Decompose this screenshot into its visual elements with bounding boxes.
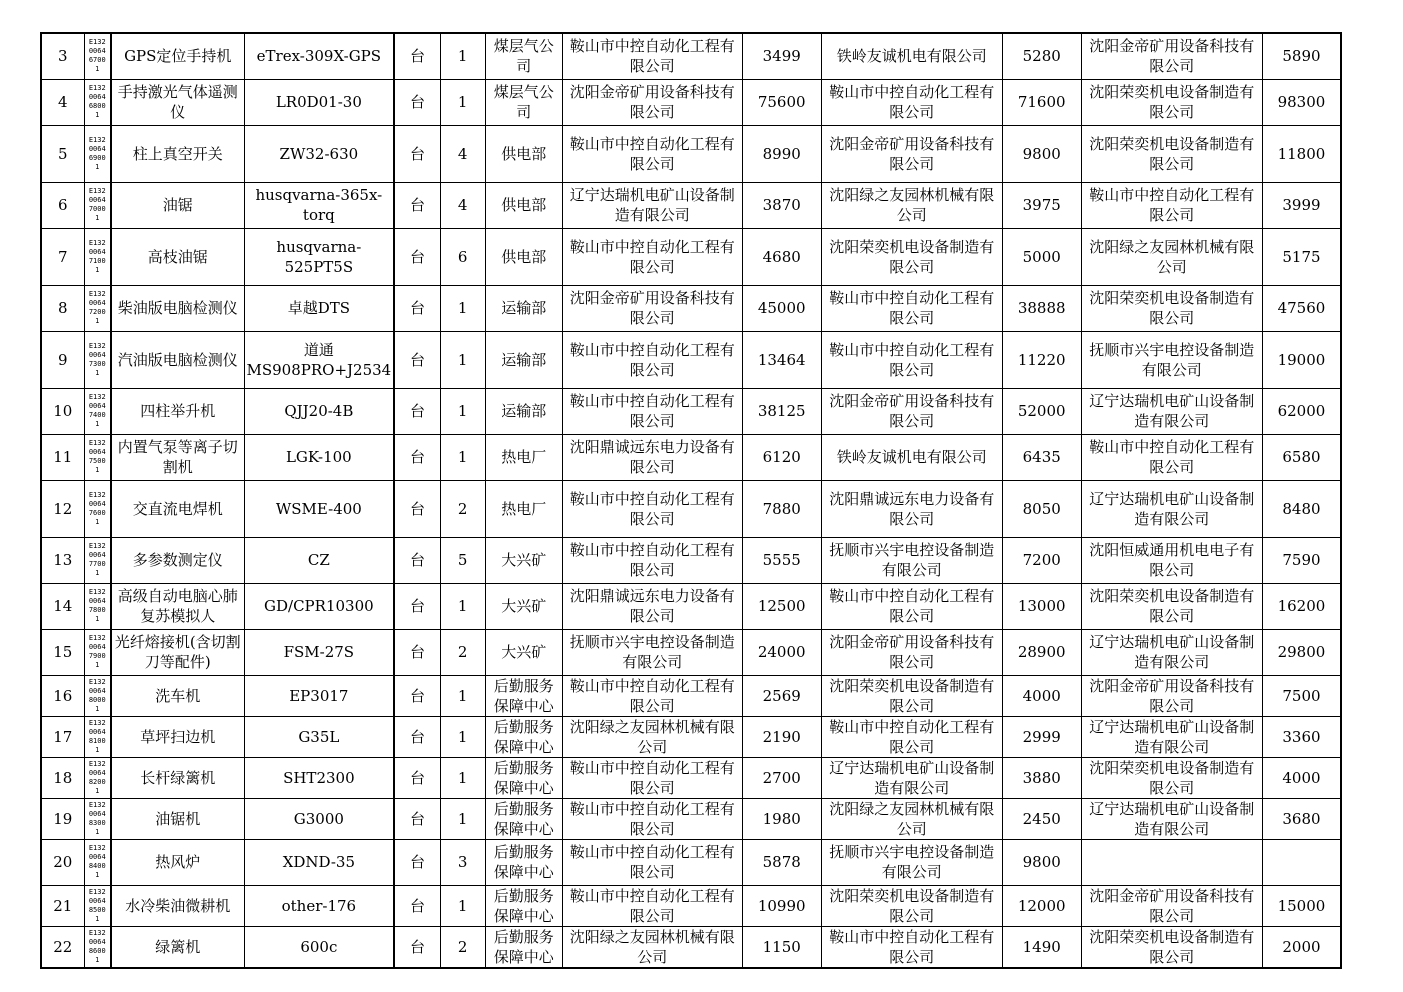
- item-name-cell: 柴油版电脑检测仪: [111, 285, 244, 331]
- material-code-cell: E132 0064 8100 1: [84, 716, 111, 757]
- unit-cell: 台: [394, 285, 440, 331]
- item-name-cell: 水冷柴油微耕机: [111, 885, 244, 926]
- model-spec-cell: G35L: [244, 716, 394, 757]
- price-3-cell: 5890: [1262, 33, 1341, 79]
- material-code-cell: E132 0064 7400 1: [84, 388, 111, 434]
- price-2-cell: 6435: [1002, 434, 1081, 480]
- quantity-cell: 3: [440, 839, 485, 885]
- price-3-cell: 4000: [1262, 757, 1341, 798]
- material-code-cell: E132 0064 6800 1: [84, 79, 111, 125]
- row-number-cell: 10: [41, 388, 84, 434]
- row-number-cell: 21: [41, 885, 84, 926]
- price-2-cell: 28900: [1002, 629, 1081, 675]
- table-row: [41, 839, 1341, 885]
- price-3-cell: 19000: [1262, 331, 1341, 388]
- unit-cell: 台: [394, 798, 440, 839]
- row-number-cell: 6: [41, 182, 84, 228]
- model-spec-cell: XDND-35: [244, 839, 394, 885]
- model-spec-cell: GD/CPR10300: [244, 583, 394, 629]
- model-spec-cell: CZ: [244, 537, 394, 583]
- supplier-3-cell: 沈阳荣奕机电设备制造有限公司: [1081, 125, 1262, 182]
- price-1-cell: 2569: [742, 675, 821, 716]
- item-name-cell: 汽油版电脑检测仪: [111, 331, 244, 388]
- department-cell: 后勤服务保障中心: [485, 798, 562, 839]
- material-code-cell: E132 0064 7200 1: [84, 285, 111, 331]
- unit-cell: 台: [394, 79, 440, 125]
- supplier-3-cell: 沈阳金帝矿用设备科技有限公司: [1081, 885, 1262, 926]
- price-2-cell: 7200: [1002, 537, 1081, 583]
- unit-cell: 台: [394, 388, 440, 434]
- supplier-3-cell: 沈阳绿之友园林机械有限公司: [1081, 228, 1262, 285]
- supplier-1-cell: 鞍山市中控自动化工程有限公司: [562, 388, 742, 434]
- department-cell: 运输部: [485, 331, 562, 388]
- price-2-cell: 3880: [1002, 757, 1081, 798]
- supplier-2-cell: 沈阳金帝矿用设备科技有限公司: [821, 629, 1002, 675]
- supplier-2-cell: 鞍山市中控自动化工程有限公司: [821, 79, 1002, 125]
- table-row: [41, 434, 1341, 480]
- table-row: [41, 926, 1341, 968]
- supplier-1-cell: 鞍山市中控自动化工程有限公司: [562, 839, 742, 885]
- supplier-3-cell: 沈阳荣奕机电设备制造有限公司: [1081, 79, 1262, 125]
- supplier-2-cell: 沈阳荣奕机电设备制造有限公司: [821, 228, 1002, 285]
- row-number-cell: 8: [41, 285, 84, 331]
- supplier-1-cell: 沈阳金帝矿用设备科技有限公司: [562, 79, 742, 125]
- row-number-cell: 5: [41, 125, 84, 182]
- quantity-cell: 4: [440, 125, 485, 182]
- price-3-cell: 7500: [1262, 675, 1341, 716]
- supplier-1-cell: 辽宁达瑞机电矿山设备制造有限公司: [562, 182, 742, 228]
- supplier-2-cell: 鞍山市中控自动化工程有限公司: [821, 285, 1002, 331]
- row-number-cell: 19: [41, 798, 84, 839]
- price-3-cell: 47560: [1262, 285, 1341, 331]
- material-code-cell: E132 0064 7500 1: [84, 434, 111, 480]
- supplier-2-cell: 沈阳绿之友园林机械有限公司: [821, 798, 1002, 839]
- row-number-cell: 20: [41, 839, 84, 885]
- model-spec-cell: 道通MS908PRO+J2534: [244, 331, 394, 388]
- quantity-cell: 1: [440, 798, 485, 839]
- table-row: [41, 583, 1341, 629]
- item-name-cell: 洗车机: [111, 675, 244, 716]
- supplier-3-cell: 鞍山市中控自动化工程有限公司: [1081, 434, 1262, 480]
- supplier-2-cell: 沈阳绿之友园林机械有限公司: [821, 182, 1002, 228]
- item-name-cell: 内置气泵等离子切割机: [111, 434, 244, 480]
- quantity-cell: 6: [440, 228, 485, 285]
- table-row: [41, 182, 1341, 228]
- department-cell: 供电部: [485, 125, 562, 182]
- price-2-cell: 2999: [1002, 716, 1081, 757]
- unit-cell: 台: [394, 331, 440, 388]
- department-cell: 大兴矿: [485, 629, 562, 675]
- department-cell: 运输部: [485, 388, 562, 434]
- model-spec-cell: EP3017: [244, 675, 394, 716]
- table-row: [41, 33, 1341, 79]
- item-name-cell: 草坪扫边机: [111, 716, 244, 757]
- supplier-3-cell: 沈阳金帝矿用设备科技有限公司: [1081, 33, 1262, 79]
- unit-cell: 台: [394, 434, 440, 480]
- material-code-cell: E132 0064 8200 1: [84, 757, 111, 798]
- supplier-1-cell: 鞍山市中控自动化工程有限公司: [562, 480, 742, 537]
- table-row: [41, 480, 1341, 537]
- supplier-3-cell: 沈阳荣奕机电设备制造有限公司: [1081, 926, 1262, 968]
- supplier-3-cell: 鞍山市中控自动化工程有限公司: [1081, 182, 1262, 228]
- model-spec-cell: husqvarna-525PT5S: [244, 228, 394, 285]
- department-cell: 大兴矿: [485, 537, 562, 583]
- supplier-1-cell: 抚顺市兴宇电控设备制造有限公司: [562, 629, 742, 675]
- model-spec-cell: 卓越DTS: [244, 285, 394, 331]
- quotation-table: [40, 32, 1342, 969]
- table-body: [41, 33, 1341, 968]
- department-cell: 后勤服务保障中心: [485, 757, 562, 798]
- item-name-cell: 四柱举升机: [111, 388, 244, 434]
- price-1-cell: 10990: [742, 885, 821, 926]
- price-3-cell: 3360: [1262, 716, 1341, 757]
- price-1-cell: 3499: [742, 33, 821, 79]
- price-1-cell: 5555: [742, 537, 821, 583]
- supplier-3-cell: 辽宁达瑞机电矿山设备制造有限公司: [1081, 629, 1262, 675]
- model-spec-cell: SHT2300: [244, 757, 394, 798]
- model-spec-cell: husqvarna-365x-torq: [244, 182, 394, 228]
- table-row: [41, 629, 1341, 675]
- supplier-3-cell: 沈阳荣奕机电设备制造有限公司: [1081, 583, 1262, 629]
- supplier-1-cell: 鞍山市中控自动化工程有限公司: [562, 537, 742, 583]
- item-name-cell: 柱上真空开关: [111, 125, 244, 182]
- model-spec-cell: ZW32-630: [244, 125, 394, 182]
- material-code-cell: E132 0064 8000 1: [84, 675, 111, 716]
- price-2-cell: 38888: [1002, 285, 1081, 331]
- price-3-cell: 5175: [1262, 228, 1341, 285]
- price-2-cell: 5280: [1002, 33, 1081, 79]
- department-cell: 供电部: [485, 228, 562, 285]
- price-3-cell: 3999: [1262, 182, 1341, 228]
- supplier-3-cell: 辽宁达瑞机电矿山设备制造有限公司: [1081, 798, 1262, 839]
- supplier-2-cell: 抚顺市兴宇电控设备制造有限公司: [821, 839, 1002, 885]
- department-cell: 热电厂: [485, 434, 562, 480]
- unit-cell: 台: [394, 537, 440, 583]
- department-cell: 大兴矿: [485, 583, 562, 629]
- table-row: [41, 798, 1341, 839]
- supplier-3-cell: 辽宁达瑞机电矿山设备制造有限公司: [1081, 716, 1262, 757]
- model-spec-cell: eTrex-309X-GPS: [244, 33, 394, 79]
- quantity-cell: 1: [440, 285, 485, 331]
- price-2-cell: 2450: [1002, 798, 1081, 839]
- row-number-cell: 11: [41, 434, 84, 480]
- item-name-cell: GPS定位手持机: [111, 33, 244, 79]
- row-number-cell: 15: [41, 629, 84, 675]
- item-name-cell: 光纤熔接机(含切割刀等配件): [111, 629, 244, 675]
- price-3-cell: 8480: [1262, 480, 1341, 537]
- price-2-cell: 13000: [1002, 583, 1081, 629]
- price-1-cell: 13464: [742, 331, 821, 388]
- table-row: [41, 537, 1341, 583]
- supplier-1-cell: 沈阳鼎诚远东电力设备有限公司: [562, 434, 742, 480]
- supplier-1-cell: 鞍山市中控自动化工程有限公司: [562, 675, 742, 716]
- price-3-cell: 11800: [1262, 125, 1341, 182]
- quantity-cell: 1: [440, 675, 485, 716]
- price-3-cell: 16200: [1262, 583, 1341, 629]
- table-row: [41, 331, 1341, 388]
- department-cell: 煤层气公司: [485, 33, 562, 79]
- model-spec-cell: LR0D01-30: [244, 79, 394, 125]
- material-code-cell: E132 0064 8600 1: [84, 926, 111, 968]
- quantity-cell: 1: [440, 434, 485, 480]
- supplier-2-cell: 鞍山市中控自动化工程有限公司: [821, 926, 1002, 968]
- price-3-cell: 2000: [1262, 926, 1341, 968]
- table-row: [41, 228, 1341, 285]
- item-name-cell: 高级自动电脑心肺复苏模拟人: [111, 583, 244, 629]
- department-cell: 后勤服务保障中心: [485, 926, 562, 968]
- item-name-cell: 手持激光气体遥测仪: [111, 79, 244, 125]
- price-3-cell: 29800: [1262, 629, 1341, 675]
- item-name-cell: 长杆绿篱机: [111, 757, 244, 798]
- row-number-cell: 3: [41, 33, 84, 79]
- item-name-cell: 交直流电焊机: [111, 480, 244, 537]
- supplier-2-cell: 铁岭友诚机电有限公司: [821, 33, 1002, 79]
- department-cell: 运输部: [485, 285, 562, 331]
- supplier-3-cell: 辽宁达瑞机电矿山设备制造有限公司: [1081, 480, 1262, 537]
- quantity-cell: 1: [440, 885, 485, 926]
- row-number-cell: 22: [41, 926, 84, 968]
- table-row: [41, 79, 1341, 125]
- price-2-cell: 11220: [1002, 331, 1081, 388]
- supplier-3-cell: 沈阳荣奕机电设备制造有限公司: [1081, 757, 1262, 798]
- price-2-cell: 12000: [1002, 885, 1081, 926]
- price-1-cell: 3870: [742, 182, 821, 228]
- supplier-2-cell: 铁岭友诚机电有限公司: [821, 434, 1002, 480]
- price-1-cell: 1980: [742, 798, 821, 839]
- table-row: [41, 716, 1341, 757]
- supplier-3-cell: 辽宁达瑞机电矿山设备制造有限公司: [1081, 388, 1262, 434]
- row-number-cell: 17: [41, 716, 84, 757]
- price-3-cell: [1262, 839, 1341, 885]
- row-number-cell: 9: [41, 331, 84, 388]
- supplier-1-cell: 沈阳绿之友园林机械有限公司: [562, 716, 742, 757]
- quantity-cell: 1: [440, 583, 485, 629]
- item-name-cell: 热风炉: [111, 839, 244, 885]
- price-1-cell: 45000: [742, 285, 821, 331]
- table-row: [41, 675, 1341, 716]
- department-cell: 后勤服务保障中心: [485, 675, 562, 716]
- model-spec-cell: G3000: [244, 798, 394, 839]
- price-3-cell: 7590: [1262, 537, 1341, 583]
- supplier-3-cell: 抚顺市兴宇电控设备制造有限公司: [1081, 331, 1262, 388]
- quantity-cell: 1: [440, 33, 485, 79]
- row-number-cell: 7: [41, 228, 84, 285]
- model-spec-cell: WSME-400: [244, 480, 394, 537]
- quantity-cell: 1: [440, 79, 485, 125]
- quantity-cell: 5: [440, 537, 485, 583]
- material-code-cell: E132 0064 8500 1: [84, 885, 111, 926]
- item-name-cell: 油锯机: [111, 798, 244, 839]
- price-2-cell: 71600: [1002, 79, 1081, 125]
- supplier-1-cell: 沈阳金帝矿用设备科技有限公司: [562, 285, 742, 331]
- unit-cell: 台: [394, 675, 440, 716]
- unit-cell: 台: [394, 839, 440, 885]
- quantity-cell: 2: [440, 629, 485, 675]
- table-row: [41, 757, 1341, 798]
- quantity-cell: 1: [440, 757, 485, 798]
- quantity-cell: 1: [440, 388, 485, 434]
- unit-cell: 台: [394, 583, 440, 629]
- supplier-1-cell: 鞍山市中控自动化工程有限公司: [562, 125, 742, 182]
- quantity-cell: 4: [440, 182, 485, 228]
- supplier-3-cell: 沈阳恒威通用机电电子有限公司: [1081, 537, 1262, 583]
- price-3-cell: 98300: [1262, 79, 1341, 125]
- price-2-cell: 9800: [1002, 839, 1081, 885]
- model-spec-cell: QJJ20-4B: [244, 388, 394, 434]
- supplier-2-cell: 沈阳鼎诚远东电力设备有限公司: [821, 480, 1002, 537]
- price-1-cell: 24000: [742, 629, 821, 675]
- supplier-1-cell: 鞍山市中控自动化工程有限公司: [562, 228, 742, 285]
- row-number-cell: 13: [41, 537, 84, 583]
- price-3-cell: 6580: [1262, 434, 1341, 480]
- supplier-1-cell: 鞍山市中控自动化工程有限公司: [562, 798, 742, 839]
- material-code-cell: E132 0064 6900 1: [84, 125, 111, 182]
- unit-cell: 台: [394, 182, 440, 228]
- unit-cell: 台: [394, 33, 440, 79]
- supplier-1-cell: 沈阳鼎诚远东电力设备有限公司: [562, 583, 742, 629]
- unit-cell: 台: [394, 629, 440, 675]
- unit-cell: 台: [394, 716, 440, 757]
- price-1-cell: 2190: [742, 716, 821, 757]
- price-2-cell: 9800: [1002, 125, 1081, 182]
- row-number-cell: 16: [41, 675, 84, 716]
- department-cell: 热电厂: [485, 480, 562, 537]
- price-2-cell: 1490: [1002, 926, 1081, 968]
- supplier-2-cell: 鞍山市中控自动化工程有限公司: [821, 716, 1002, 757]
- model-spec-cell: 600c: [244, 926, 394, 968]
- supplier-2-cell: 沈阳荣奕机电设备制造有限公司: [821, 675, 1002, 716]
- quantity-cell: 1: [440, 331, 485, 388]
- quantity-cell: 2: [440, 480, 485, 537]
- supplier-1-cell: 鞍山市中控自动化工程有限公司: [562, 885, 742, 926]
- model-spec-cell: LGK-100: [244, 434, 394, 480]
- department-cell: 煤层气公司: [485, 79, 562, 125]
- price-1-cell: 7880: [742, 480, 821, 537]
- supplier-1-cell: 鞍山市中控自动化工程有限公司: [562, 33, 742, 79]
- table-row: [41, 885, 1341, 926]
- material-code-cell: E132 0064 7700 1: [84, 537, 111, 583]
- supplier-3-cell: 沈阳荣奕机电设备制造有限公司: [1081, 285, 1262, 331]
- row-number-cell: 4: [41, 79, 84, 125]
- price-1-cell: 1150: [742, 926, 821, 968]
- price-2-cell: 4000: [1002, 675, 1081, 716]
- unit-cell: 台: [394, 757, 440, 798]
- model-spec-cell: other-176: [244, 885, 394, 926]
- unit-cell: 台: [394, 228, 440, 285]
- price-1-cell: 38125: [742, 388, 821, 434]
- supplier-1-cell: 沈阳绿之友园林机械有限公司: [562, 926, 742, 968]
- unit-cell: 台: [394, 125, 440, 182]
- price-3-cell: 15000: [1262, 885, 1341, 926]
- supplier-1-cell: 鞍山市中控自动化工程有限公司: [562, 331, 742, 388]
- material-code-cell: E132 0064 7900 1: [84, 629, 111, 675]
- supplier-2-cell: 沈阳金帝矿用设备科技有限公司: [821, 388, 1002, 434]
- price-1-cell: 8990: [742, 125, 821, 182]
- department-cell: 后勤服务保障中心: [485, 885, 562, 926]
- price-2-cell: 5000: [1002, 228, 1081, 285]
- table-row: [41, 285, 1341, 331]
- row-number-cell: 14: [41, 583, 84, 629]
- supplier-2-cell: 鞍山市中控自动化工程有限公司: [821, 583, 1002, 629]
- price-1-cell: 12500: [742, 583, 821, 629]
- material-code-cell: E132 0064 7600 1: [84, 480, 111, 537]
- model-spec-cell: FSM-27S: [244, 629, 394, 675]
- unit-cell: 台: [394, 480, 440, 537]
- quantity-cell: 2: [440, 926, 485, 968]
- row-number-cell: 18: [41, 757, 84, 798]
- supplier-2-cell: 沈阳金帝矿用设备科技有限公司: [821, 125, 1002, 182]
- supplier-1-cell: 鞍山市中控自动化工程有限公司: [562, 757, 742, 798]
- item-name-cell: 绿篱机: [111, 926, 244, 968]
- price-3-cell: 62000: [1262, 388, 1341, 434]
- price-1-cell: 4680: [742, 228, 821, 285]
- price-1-cell: 2700: [742, 757, 821, 798]
- table-row: [41, 388, 1341, 434]
- price-2-cell: 3975: [1002, 182, 1081, 228]
- material-code-cell: E132 0064 6700 1: [84, 33, 111, 79]
- supplier-3-cell: 沈阳金帝矿用设备科技有限公司: [1081, 675, 1262, 716]
- supplier-2-cell: 鞍山市中控自动化工程有限公司: [821, 331, 1002, 388]
- unit-cell: 台: [394, 885, 440, 926]
- department-cell: 后勤服务保障中心: [485, 716, 562, 757]
- material-code-cell: E132 0064 7100 1: [84, 228, 111, 285]
- unit-cell: 台: [394, 926, 440, 968]
- price-2-cell: 8050: [1002, 480, 1081, 537]
- item-name-cell: 高枝油锯: [111, 228, 244, 285]
- price-2-cell: 52000: [1002, 388, 1081, 434]
- table-row: [41, 125, 1341, 182]
- department-cell: 后勤服务保障中心: [485, 839, 562, 885]
- material-code-cell: E132 0064 7000 1: [84, 182, 111, 228]
- supplier-2-cell: 辽宁达瑞机电矿山设备制造有限公司: [821, 757, 1002, 798]
- supplier-2-cell: 沈阳荣奕机电设备制造有限公司: [821, 885, 1002, 926]
- department-cell: 供电部: [485, 182, 562, 228]
- item-name-cell: 多参数测定仪: [111, 537, 244, 583]
- item-name-cell: 油锯: [111, 182, 244, 228]
- quantity-cell: 1: [440, 716, 485, 757]
- supplier-3-cell: [1081, 839, 1262, 885]
- material-code-cell: E132 0064 7800 1: [84, 583, 111, 629]
- price-1-cell: 6120: [742, 434, 821, 480]
- price-3-cell: 3680: [1262, 798, 1341, 839]
- supplier-2-cell: 抚顺市兴宇电控设备制造有限公司: [821, 537, 1002, 583]
- row-number-cell: 12: [41, 480, 84, 537]
- price-1-cell: 5878: [742, 839, 821, 885]
- material-code-cell: E132 0064 7300 1: [84, 331, 111, 388]
- price-1-cell: 75600: [742, 79, 821, 125]
- material-code-cell: E132 0064 8400 1: [84, 839, 111, 885]
- material-code-cell: E132 0064 8300 1: [84, 798, 111, 839]
